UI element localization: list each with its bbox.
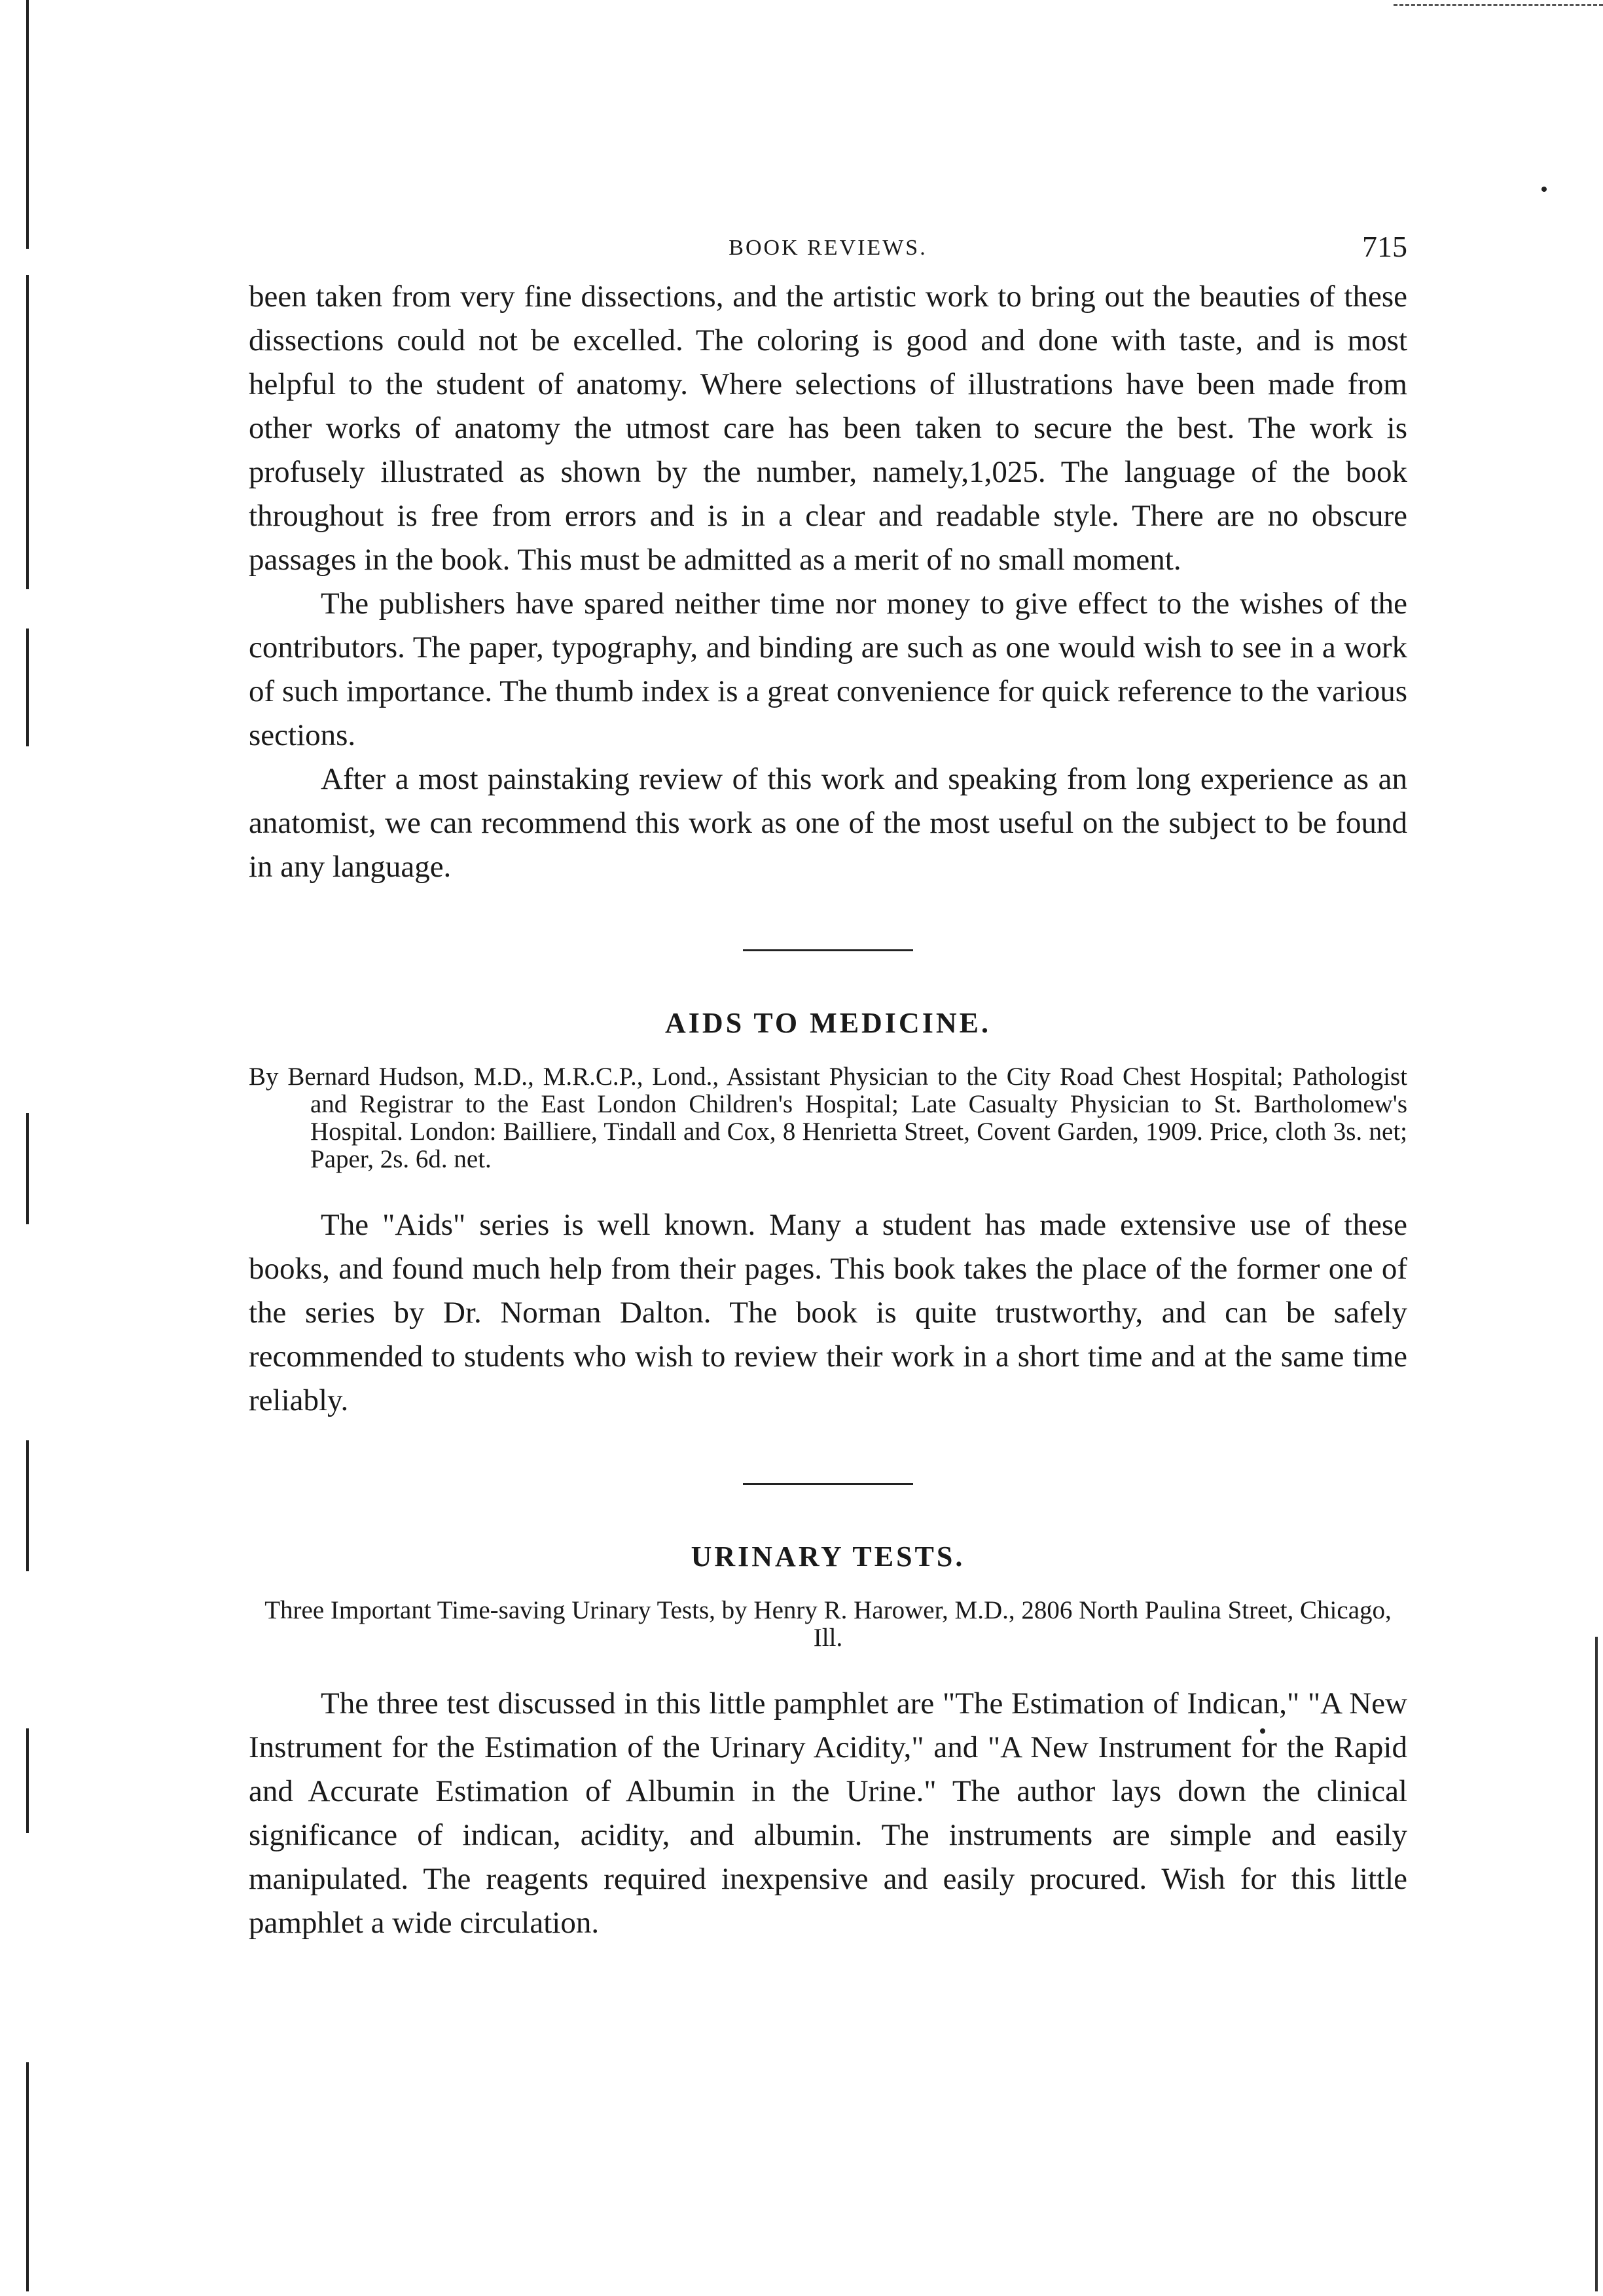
continued-review <box>249 275 1407 889</box>
aids-to-medicine-review <box>249 1006 1407 1423</box>
scan-right-edge <box>1595 1637 1598 2291</box>
urinary-tests-review <box>249 1540 1407 1945</box>
section-title: URINARY TESTS. <box>691 1540 965 1573</box>
review-paragraph: The three test discussed in this little pamphlet are "The Estimation of Indican," "A New Instrument for the Estimation of the Urinary Acidity," and "A New Instrument for the Rapid and Accurate Estimation of Albumin in the Urine." The author lays down the clinical significance of indican, acidity, and albumin. The instruments are simple and easily manipulated. The reagents required inexpensive and easily procured. Wish for this little pamphlet a wide circulation. <box>249 1686 1407 1940</box>
scan-top-mark <box>1394 4 1603 6</box>
running-head <box>249 223 1407 275</box>
scan-binding-edge <box>26 0 30 2296</box>
review-paragraph: The publishers have spared neither time nor money to give effect to the wishes of the contributors. The paper, typography, and binding are such as one would wish to see in a work of such importance. The thumb index is a great convenience for quick reference to the various sections. <box>249 587 1407 752</box>
review-paragraph: been taken from very fine dissections, and the artistic work to bring out the beauties of these dissections could not be excelled. The coloring is good and done with taste, and is most helpful to the student of anatomy. Where selections of illustrations have been made from other works of anatomy the utmost care has been taken to secure the best. The work is profusely illustrated as shown by the number, namely,1,025. The language of the book throughout is free from errors and is in a clear and readable style. There are no obscure passages in the book. This must be admitted as a merit of no small moment. <box>249 280 1407 577</box>
review-paragraph: The "Aids" series is well known. Many a student has made extensive use of these books, and found much help from their pages. This book takes the place of the former one of the series by Dr. Norman Dalton. The book is quite trustworthy, and can be safely recommended to students who wish to review their work in a short time and at the same time reliably. <box>249 1208 1407 1417</box>
book-citation: Three Important Time-saving Urinary Tests, by Henry R. Harower, M.D., 2806 North Paulina Street, Chicago, Ill. <box>264 1596 1392 1652</box>
section-title: AIDS TO MEDICINE. <box>665 1007 991 1039</box>
review-paragraph: After a most painstaking review of this work and speaking from long experience as an anatomist, we can recommend this work as one of the most useful on the subject to be found in any language. <box>249 762 1407 884</box>
book-page <box>249 223 1407 1945</box>
page-number: 715 <box>1362 230 1407 263</box>
section-divider <box>743 949 913 951</box>
section-divider <box>743 1483 913 1485</box>
book-citation: By Bernard Hudson, M.D., M.R.C.P., Lond., Assistant Physician to the City Road Chest Hospital; Pathologist and Registrar to the East London Children's Hospital; Late Casualty Physician to St. Bartholomew's Hospital. London: Bailliere, Tindall and Cox, 8 Henrietta Street, Covent Garden, 1909. Price, cloth 3s. net; Paper, 2s. 6d. net. <box>249 1063 1407 1173</box>
scan-speck <box>1541 187 1547 192</box>
running-title: BOOK REVIEWS. <box>729 236 928 260</box>
